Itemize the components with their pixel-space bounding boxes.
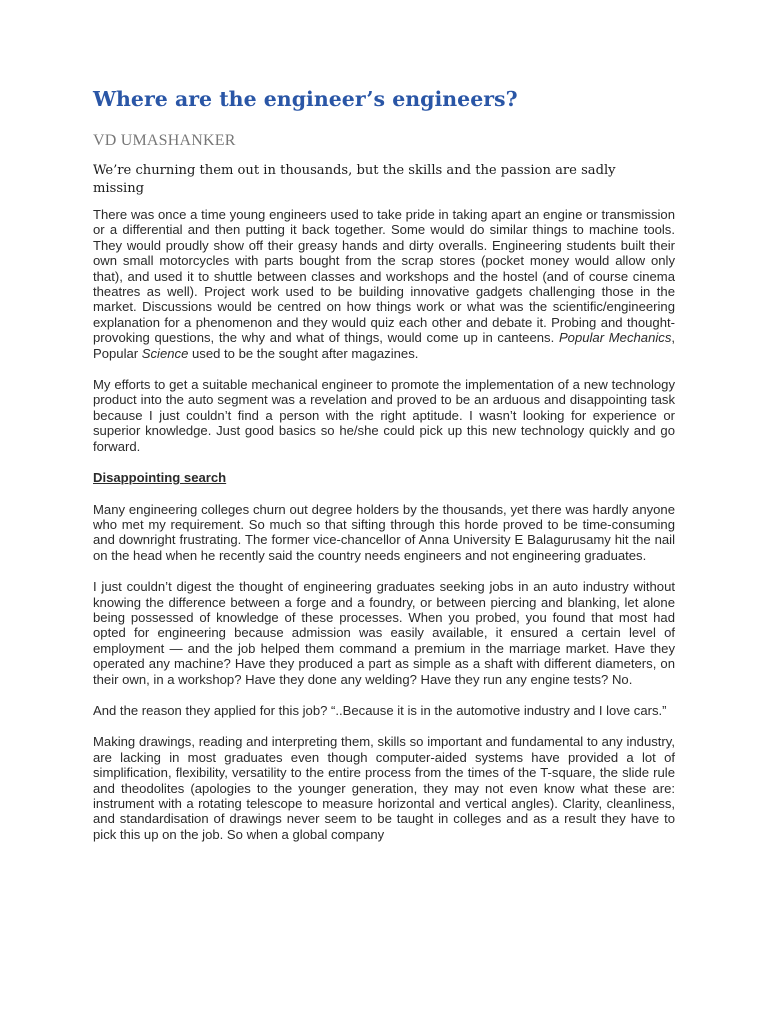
magazine-name-popular-mechanics: Popular Mechanics bbox=[558, 330, 672, 346]
magazine-name-science: Science bbox=[141, 345, 189, 361]
paragraph-5: And the reason they applied for this job? “..Because it is in the automotive industry and I love cars.” bbox=[93, 702, 667, 718]
paragraph-3: Many engineering colleges churn out degree holders by the thousands, yet there was hardly anyone who met my requirement. So much so that sifting through this horde proved to be time-consuming and downright frustrating. The former vice-chancellor of Anna University E Balagurusamy hit the nail on the head when he recently said the country needs engineers and not engineering graduates. bbox=[93, 501, 675, 563]
article-standfirst: We’re churning them out in thousands, but the skills and the passion are sadly missing bbox=[93, 163, 616, 196]
paragraph-1 bbox=[93, 207, 675, 361]
paragraph-4: I just couldn’t digest the thought of engineering graduates seeking jobs in an auto industry without knowing the difference between a forge and a foundry, or between piercing and blanking, let alone being possessed of knowledge of these processes. When you probed, you found that most had opted for engineering because admission was easily available, it ensured a certain level of employment — and the job helped them command a premium in the marriage market. Have they operated any machine? Have they produced a part as simple as a shaft with different diameters, on their own, in a workshop? Have they done any welding? Have they run any engine tests? No. bbox=[93, 579, 675, 687]
paragraph-2: My efforts to get a suitable mechanical engineer to promote the implementation of a new technology product into the auto segment was a revelation and proved to be an arduous and disappointing task because I just couldn’t find a person with the right aptitude. I wasn’t looking for experience or superior knowledge. Just good basics so he/she could pick up this new technology quickly and go forward. bbox=[93, 377, 675, 454]
author-byline: VD UMASHANKER bbox=[93, 132, 236, 149]
paragraph-1-text: There was once a time young engineers used to take pride in taking apart an engine or transmission or a differential and then putting it back together. Some would do similar things to machine tools. They would proudly show off their greasy hands and dirty overalls. Engineering students built their own small motorcycles with parts bought from the scrap stores (pocket money would allow only that), and used it to shuttle between classes and workshops and the hostel (and of course cinema theatres as well). Project work used to be building innovative gadgets challenging those in the market. Discussions would be centred on how things work or what was the scientific/engineering explanation for a phenomenon and they would quiz each other and debate it. Probing and thought-provoking questions, the why and what of things, would come up in canteens. bbox=[93, 207, 675, 346]
paragraph-1-text-b: , Popular bbox=[93, 330, 676, 361]
paragraph-6: Making drawings, reading and interpreting them, skills so important and fundamental to any industry, are lacking in most graduates even though computer-aided systems have provided a lot of simplification, flexibility, versatility to the entire process from the times of the T-square, the slide rule and theodolites (apologies to the younger generation, they may not even know what these are: instrument with a rotating telescope to measure horizontal and vertical angles). Clarity, cleanliness, and standardisation of drawings never seem to be taught in colleges and as a result they have to pick this up on the job. So when a global company bbox=[93, 734, 675, 842]
article bbox=[93, 84, 675, 842]
section-heading: Disappointing search bbox=[93, 470, 227, 486]
article-title: Where are the engineer’s engineers? bbox=[93, 87, 518, 111]
paragraph-1-text-c: used to be the sought after magazines. bbox=[188, 345, 419, 361]
